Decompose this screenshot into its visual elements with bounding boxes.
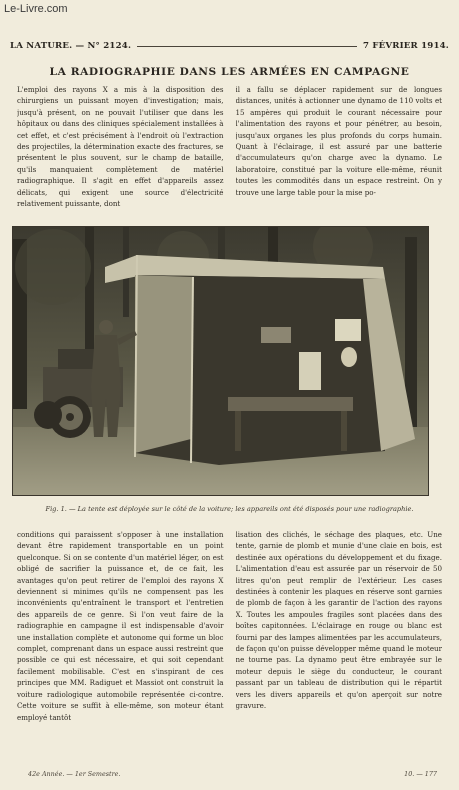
page-footer [28,770,437,778]
body-columns [17,529,442,734]
issue-date: 7 FÉVRIER 1914. [362,41,449,51]
page-number: 10. — 177 [404,770,437,778]
volume-info: 42e Année. — 1er Semestre. [28,770,121,778]
header-rule [137,46,357,47]
intro-column-left: L'emploi des rayons X a mis à la disposition des chirurgiens un puissant moyen d'investigation; mais, jusqu'à présent, on ne pouvait l'utiliser que dans les hôpitaux ou dans des cliniques spécialement installées à cet effet, et c'est précisément à l'endroit où l'extraction des projectiles, la détermination exacte des fractures, se présentent le plus souvent, sur le champ de bataille, qu'ils manquaient complètement de matériel radiographique. Il s'agit en effet d'appareils assez délicats, qui exigent une source d'électricité relativement puissante, dont [17,85,224,209]
tent [105,255,415,465]
figure-caption: Fig. 1. — La tente est déployée sur le côté de la voiture; les appareils ont été disposés pour une radiographie. [45,505,414,513]
intro-columns [17,84,442,238]
field-radiography-photo [12,226,429,496]
journal-issue: LA NATURE. — N° 2124. [10,41,132,51]
site-watermark: Le-Livre.com [4,3,68,15]
article-title: LA RADIOGRAPHIE DANS LES ARMÉES EN CAMPAGNE [49,66,410,78]
page-header [10,41,449,51]
intro-column-right: il a fallu se déplacer rapidement sur de longues distances, unités à actionner une dynamo de 110 volts et 15 ampères qui produit le courant nécessaire pour l'alimentation des rayons et pour pénétrer, au besoin, jusqu'aux organes les plus profonds du corps humain. Quant à l'éclairage, il est assuré par une batterie d'accumulateurs qu'on charge avec la dynamo. Le laboratoire, constitué par la voiture elle-même, réunit toutes les commodités dans un espace restreint. On y trouve une large table pour la mise po- [235,85,442,197]
body-column-right: lisation des clichés, le séchage des plaques, etc. Une tente, garnie de plomb et munie d'une claie en bois, est destinée aux opérations du développement et du fixage. L'alimentation d'eau est assurée par un réservoir de 50 litres qu'on peut remplir de l'extérieur. Les cases destinées à contenir les plaques en réserve sont garnies de plomb de façon à les garantir de l'action des rayons X. Toutes les ampoules fragiles sont placées dans des boîtes capitonnées. L'éclairage en rouge ou blanc est fourni par des lampes alimentées par les accumulateurs, de façon qu'on puisse développer même quand le moteur ne tourne pas. La dynamo peut être embrayée sur le moteur depuis le siège du conducteur, le courant passant par un tableau de distribution qui le répartit vers les divers appareils et qu'on aperçoit sur notre gravure. [235,530,442,711]
body-column-left: conditions qui paraissent s'opposer à une installation devant être rapidement transportable en un point quelconque. Si on se contente d'un matériel léger, on est obligé de sacrifier la puissance et, de ce fait, les avantages qu'on peut retirer de l'emploi des rayons X deviennent si minimes qu'ils ne compensent pas les inconvénients qu'entraînent le transport et l'entretien des appareils de ce genre. Si l'on veut faire de la radiographie en campagne il est indispensable d'avoir une installation complète et autonome qui forme un bloc complet, comprenant dans un espace aussi restreint que possible ce qui est nécessaire, et qui soit cependant facilement mobilisable. C'est en s'inspirant de ces principes que MM. Radiguet et Massiot ont construit la voiture radiologique automobile représentée ci-contre. Cette voiture se suffit à elle-même, son moteur étant employé tantôt [17,530,224,722]
